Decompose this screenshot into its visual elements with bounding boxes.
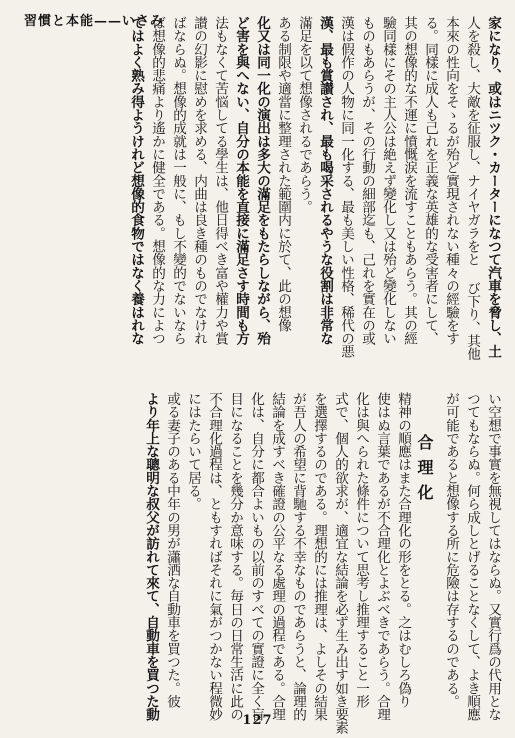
text-column: ある制限や適當に整理された範圍内に於て、此の想像 [275, 16, 291, 332]
text-column: つてもならぬ。何ら成しとげることなくして、よき順應 [464, 392, 480, 721]
text-column: 化又は同一化の演出は多大の滿足をもたらしながら、殆 [254, 16, 270, 345]
text-column: 化は、自分に都合よいもの以前のすべての實證に全く盲 [248, 392, 264, 721]
text-column: 精神の順應はまた合理化の形をとる。之はむしろ偽り [395, 392, 411, 708]
text-column: 結論を成すべき確證の公平なる處理の過程である。合理 [269, 392, 285, 721]
text-column: 法もなくて苦悩してる學生は、他日得べき富や權力や賞 [212, 16, 228, 345]
text-column: 驗同樣にその主人公は絶えず變化し又は殆ど變化しない [380, 16, 396, 345]
text-column: 目になることを幾分か意味する。毎日の日常生活に此の [227, 392, 243, 721]
text-column: ど害を與へない、自分の本能を直接に滿足さす時間も方 [233, 16, 249, 345]
running-header-title: 習慣と本能——いさみ [24, 14, 165, 29]
text-column: い空想で事實を無視してはならぬ。又實行爲の代用とな [485, 392, 501, 721]
text-column: 家になり、或はニツク・カーターになつて汽車を脅し、土 [485, 16, 501, 358]
text-column: 人を殺し、大敵を征服し、ナイヤガラをと び下り、其他 [464, 16, 480, 361]
half-divider [20, 362, 496, 363]
text-column: 讃の幻影に慰めを求める、内曲は良き種のものでなけれ [191, 16, 207, 345]
text-column: ばならぬ。想像的成就は一般に、もし不變的でないなら [170, 16, 186, 345]
text-column: 化は與へられた條件について思考し推理すること一形 [353, 392, 369, 708]
text-column: 不合理化過程は、ともすればそれに氣がつかない程微妙 [206, 392, 222, 721]
text-column: を選擇するのである。理想的には推理は、よしその結果 [311, 392, 327, 721]
page-number: 127 [242, 713, 273, 728]
text-column: 漢、最も賞讃され、最も喝采されるやうな役割は非常な [317, 16, 333, 345]
text-column: 漢は假作の人物に同一化する、最も美しい性格、稀代の悪 [338, 16, 354, 358]
text-column: ば想像的悲痛より遙かに健全である。想像的な力によつ [149, 16, 165, 345]
text-column: る。同樣に成人も己れを正義な英雄的な受害者にして、 [422, 16, 438, 345]
top-text-block [121, 16, 501, 361]
text-column: ものもあらうが、その行動の細部迄も、己れを實在の或 [359, 16, 375, 345]
text-column: 滿足を以て想像されるであらう。 [296, 16, 312, 214]
text-column: より年上な聰明な叔父が訪れて來て、自動車を買つた動 [143, 392, 159, 721]
text-column: 本來の性向をそゝるが殆ど實現されない種々の經驗をす [443, 16, 459, 345]
text-column: 式で、個人的欲求が、適宜な結論を必ず生み出す如き要素 [332, 392, 348, 734]
text-column: てはよく熟み得ようけれど想像的食物ではなく養はれな [128, 16, 144, 345]
text-column: が可能であると想像する所に危險は存するのである。 [443, 392, 459, 708]
text-column: 其の想像的な不運に憤慨涙を流すこともあらう。其の經 [401, 16, 417, 345]
text-column: 使はぬ言葉であるが不合理化とよぶべきであらう。合理 [374, 392, 390, 721]
text-column: にはたらいて居る。 [185, 392, 201, 511]
text-column: 或る妻子のある中年の男が瀟洒な自動車を買つた。彼 [164, 392, 180, 708]
text-column: が吾人の希望に背馳する不幸なものであらうと、論理的 [290, 392, 306, 721]
section-heading: 合理化 [415, 434, 434, 509]
